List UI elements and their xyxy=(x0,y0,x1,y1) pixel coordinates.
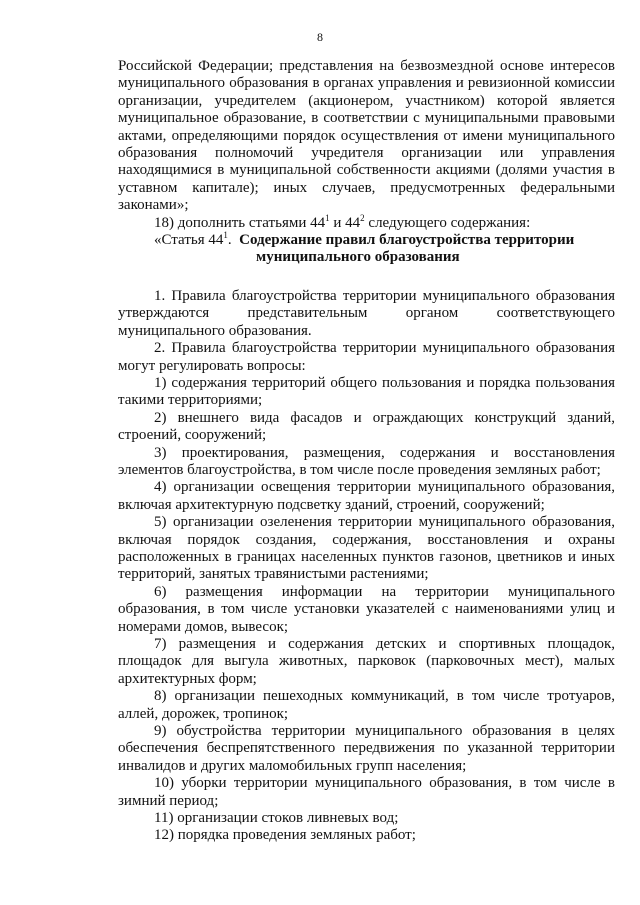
text-line: расположенных в границах населенных пунктов газонов, цветников и иных xyxy=(118,548,615,565)
list-item-11 xyxy=(118,810,615,827)
text-line: архитектурных форм; xyxy=(118,670,257,687)
text-line: муниципального образования. xyxy=(118,322,312,339)
list-item-8 xyxy=(118,688,615,723)
text-line: площадок для выгула животных, парковок (парковочных мест), малых xyxy=(118,653,615,670)
article-title-line1: Содержание правил благоустройства территории xyxy=(239,232,575,249)
text-line: включая порядок создания, содержания, восстановления и охраны xyxy=(118,531,615,548)
text-line: строений, сооружений; xyxy=(118,427,267,444)
item-18-suffix: следующего содержания: xyxy=(364,214,531,231)
text-line: 2. Правила благоустройства территории муниципального образования xyxy=(154,340,615,357)
text-line: аллей, дорожек, тропинок; xyxy=(118,705,289,722)
list-item-1 xyxy=(118,375,615,410)
text-line: муниципального образования в органах управления и ревизионной комиссии xyxy=(118,75,615,92)
text-line: 7) размещения и содержания детских и спортивных площадок, xyxy=(154,636,615,652)
paragraph-1 xyxy=(118,288,615,340)
item-18-sup2: 2 xyxy=(360,212,365,223)
text-line: 4) организации освещения территории муниципального образования, xyxy=(154,479,615,496)
list-item-6 xyxy=(118,584,615,636)
text-line: законами»; xyxy=(118,197,189,214)
list-item-5 xyxy=(118,514,615,584)
article-heading xyxy=(118,232,615,249)
list-item-7 xyxy=(118,636,615,688)
text-line: 12) порядка проведения земляных работ; xyxy=(154,827,416,844)
paragraph-2 xyxy=(118,340,615,375)
page-number: 8 xyxy=(317,30,323,44)
item-18 xyxy=(118,212,615,232)
article-sup: 1 xyxy=(223,230,228,241)
text-line: образования, в том числе установки указателей с наименованиями улиц и xyxy=(118,601,615,618)
article-title-line2: муниципального образования xyxy=(256,249,460,266)
text-line: Российской Федерации; представления на безвозмездной основе интересов xyxy=(118,58,615,74)
list-item-10 xyxy=(118,775,615,810)
text-line: организации, учредителем (акционером, участником) которой является xyxy=(118,92,615,109)
text-line: 3) проектирования, размещения, содержания и восстановления xyxy=(154,444,615,461)
text-line: 2) внешнего вида фасадов и ограждающих конструкций зданий, xyxy=(154,409,615,426)
text-line: такими территориями; xyxy=(118,392,263,409)
text-line: 9) обустройства территории муниципального образования в целях xyxy=(154,723,615,740)
text-line: обеспечения беспрепятственного передвижения по указанной территории xyxy=(118,740,615,757)
text-line: территорий, занятых травянистыми растениями; xyxy=(118,566,429,583)
item-18-middle: и 44 xyxy=(329,214,361,231)
list-item-4 xyxy=(118,479,615,514)
text-line: 1) содержания территорий общего пользования и порядка пользования xyxy=(154,374,615,391)
list-item-3 xyxy=(118,445,615,480)
text-line: инвалидов и других маломобильных групп населения; xyxy=(118,757,467,774)
text-line: включая архитектурную подсветку зданий, строений, сооружений; xyxy=(118,496,545,513)
text-line: актами, определяющими порядок осуществления от имени муниципального xyxy=(118,127,615,144)
text-line: могут регулировать вопросы: xyxy=(118,357,306,374)
list-item-12 xyxy=(118,827,615,844)
item-18-prefix: 18) дополнить статьями 44 xyxy=(154,214,326,231)
list-item-2 xyxy=(118,410,615,445)
text-line: уставном капитале); иных случаев, предусмотренных федеральными xyxy=(118,179,615,196)
list-item-9 xyxy=(118,723,615,775)
spacer xyxy=(118,267,615,288)
text-line: 5) организации озеленения территории муниципального образования, xyxy=(154,514,615,531)
text-line: номерами домов, вывесок; xyxy=(118,618,289,635)
document-body xyxy=(118,58,615,845)
article-prefix: «Статья 44 xyxy=(154,232,224,249)
text-line: образования полномочий учредителя организации или управления xyxy=(118,145,615,162)
text-line: находящимися в муниципальной собственности акциями (долями участия в xyxy=(118,162,615,179)
article-dot: . xyxy=(227,232,232,249)
item-18-sup1: 1 xyxy=(325,212,330,223)
text-line: элементов благоустройства, в том числе после проведения земляных работ; xyxy=(118,461,601,478)
text-line: муниципальное образование, в соответствии с муниципальными правовыми xyxy=(118,110,615,127)
text-line: зимний период; xyxy=(118,792,219,809)
text-line: 1. Правила благоустройства территории муниципального образования xyxy=(154,287,615,304)
text-line: утверждаются представительным органом соответствующего xyxy=(118,305,615,322)
intro-paragraph xyxy=(118,58,615,215)
text-line: 8) организации пешеходных коммуникаций, в том числе тротуаров, xyxy=(154,688,615,705)
text-line: 6) размещения информации на территории муниципального xyxy=(154,583,615,600)
text-line: 11) организации стоков ливневых вод; xyxy=(154,810,399,827)
text-line: 10) уборки территории муниципального образования, в том числе в xyxy=(154,775,615,792)
